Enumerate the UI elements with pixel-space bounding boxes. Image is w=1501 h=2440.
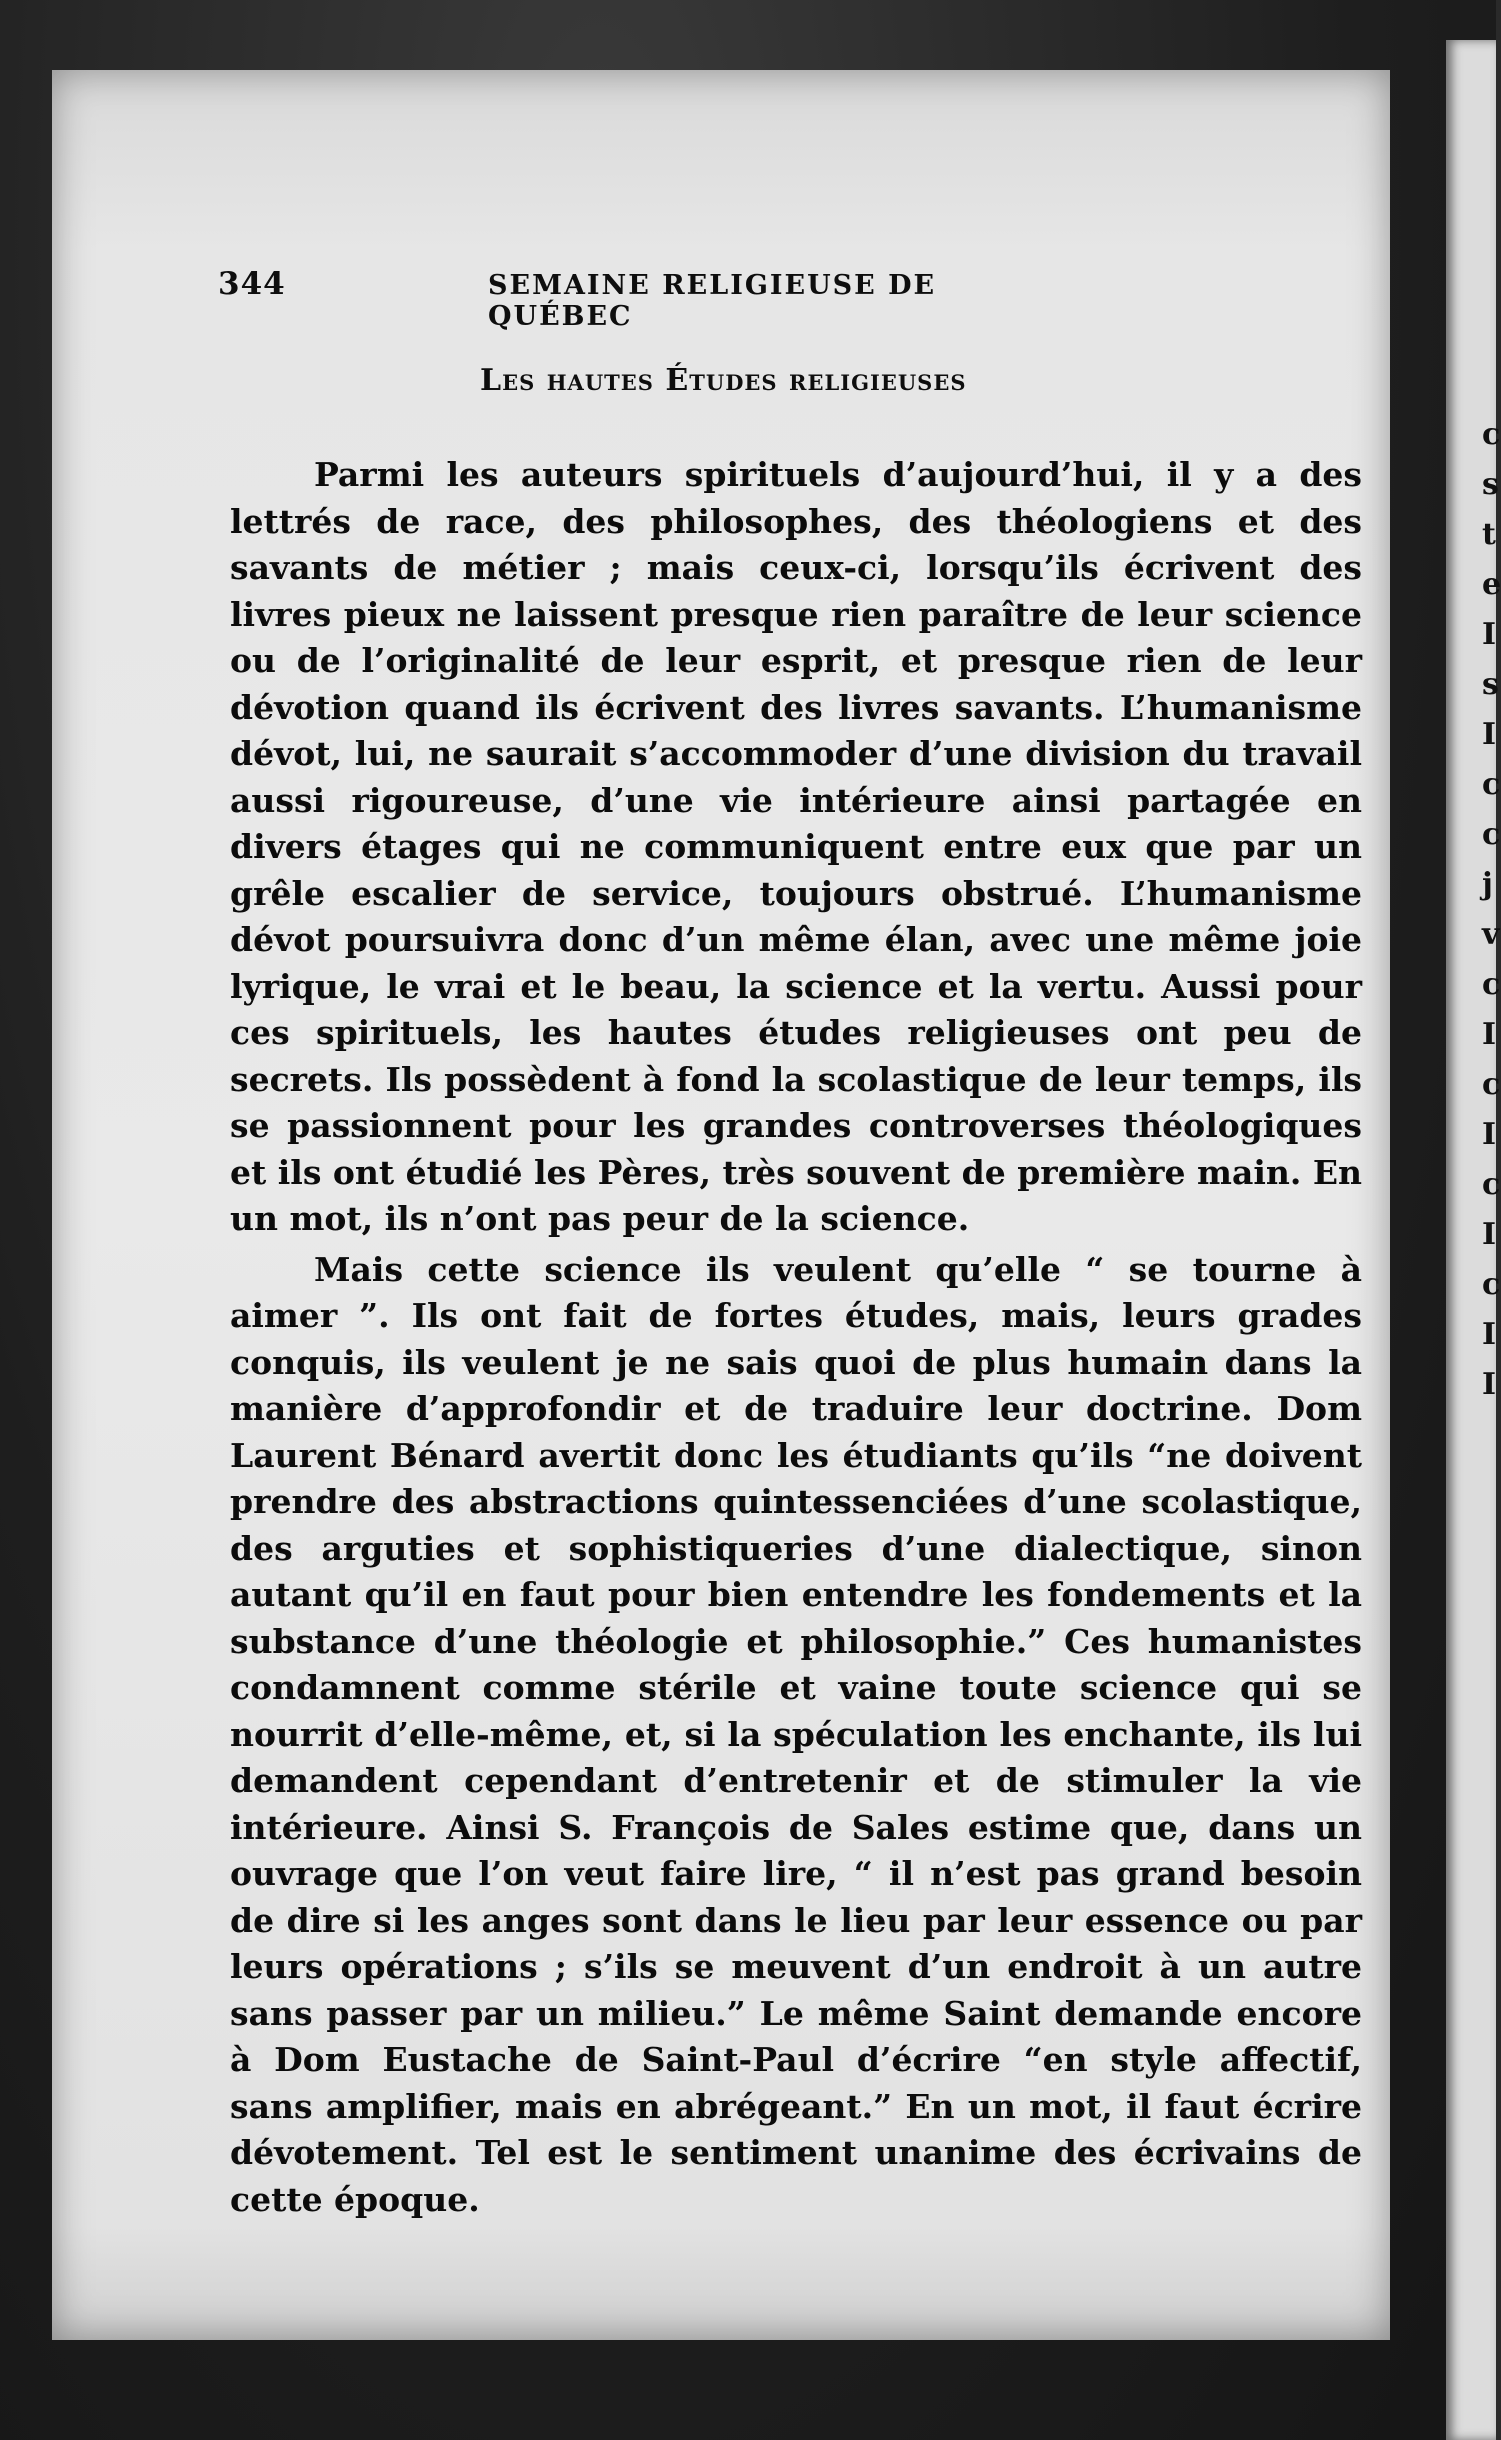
facing-page-letter: s — [1482, 667, 1499, 702]
facing-page-letter: I — [1482, 717, 1497, 752]
facing-page-letter: c — [1482, 1167, 1501, 1202]
running-title: SEMAINE RELIGIEUSE DE QUÉBEC — [488, 270, 937, 332]
facing-page-letter: c — [1482, 767, 1501, 802]
facing-page-letter: I — [1482, 1217, 1497, 1252]
facing-page-letter: c — [1482, 1267, 1501, 1302]
paragraph: Mais cette science ils veulent qu’elle “ se tourne à aimer ”. Ils ont fait de fortes études, mais, leurs grades conquis, ils veulent je ne sais quoi de plus humain dans la manière d’approfondir et de traduire leur doctrine. Dom Laurent Bénard avertit donc les étudiants qu’ils “ne doivent prendre des abstractions quintessenciées d’une scolastique, des arguties et sophistiqueries d’une dialectique, sinon autant qu’il en faut pour bien entendre les fondements et la substance d’une théologie et philosophie.” Ces humanistes condamnent comme stérile et vaine toute science qui se nourrit d’elle-même, et, si la spéculation les enchante, ils lui demandent cependant d’entretenir et de stimuler la vie intérieure. Ainsi S. François de Sales estime que, dans un ouvrage que l’on veut faire lire, “ il n’est pas grand besoin de dire si les anges sont dans le lieu par leur essence ou par leurs opérations ; s’ils se meuvent d’un endroit à un autre sans passer par un milieu.” Le même Saint demande encore à Dom Eustache de Saint-Paul d’écrire “en style affectif, sans amplifier, mais en abrégeant.” En un mot, il faut écrire dévotement. Tel est le sentiment unanime des écrivains de cette époque. — [230, 1249, 1362, 2219]
facing-page-letter: v — [1482, 917, 1500, 952]
facing-page-letter: c — [1482, 817, 1501, 852]
facing-page-letter: t — [1482, 517, 1496, 552]
paragraph: Parmi les auteurs spirituels d’aujourd’hui, il y a des lettrés de race, des philosophes, des théologiens et des savants de métier ; mais ceux-ci, lorsqu’ils écrivent des livres pieux ne laissent presque rien paraître de leur science ou de l’originalité de leur esprit, et presque rien de leur dévotion quand ils écrivent des livres savants. L’humanisme dévot, lui, ne saurait s’accommoder d’une division du travail aussi rigoureuse, d’une vie intérieure ainsi partagée en divers étages qui ne communiquent entre eux que par un grêle escalier de service, toujours obstrué. L’humanisme dévot poursuivra donc d’un même élan, avec une même joie lyrique, le vrai et le beau, la science et la vertu. Aussi pour ces spirituels, les hautes études religieuses ont peu de secrets. Ils possèdent à fond la scolastique de leur temps, ils se passionnent pour les grandes controverses théologiques et ils ont étudié les Pères, très souvent de première main. En un mot, ils n’ont pas peur de la science. — [230, 455, 1362, 1238]
facing-page-letter: I — [1482, 617, 1497, 652]
facing-page-letter: c — [1482, 967, 1501, 1002]
facing-page-letter: I — [1482, 1367, 1497, 1402]
facing-page-letter: c — [1482, 417, 1501, 452]
page-number: 344 — [218, 266, 286, 302]
facing-page-letter: j — [1482, 867, 1493, 902]
facing-page-letter: c — [1482, 1067, 1501, 1102]
facing-page-letter: I — [1482, 1017, 1497, 1052]
facing-page-letter: s — [1482, 467, 1499, 502]
facing-page-letter: e — [1482, 567, 1501, 602]
body-text — [230, 452, 1362, 2223]
section-heading: Les hautes Études religieuses — [480, 363, 967, 398]
facing-page-letters — [1482, 410, 1501, 1410]
facing-page-letter: I — [1482, 1317, 1497, 1352]
facing-page-letter: I — [1482, 1117, 1497, 1152]
